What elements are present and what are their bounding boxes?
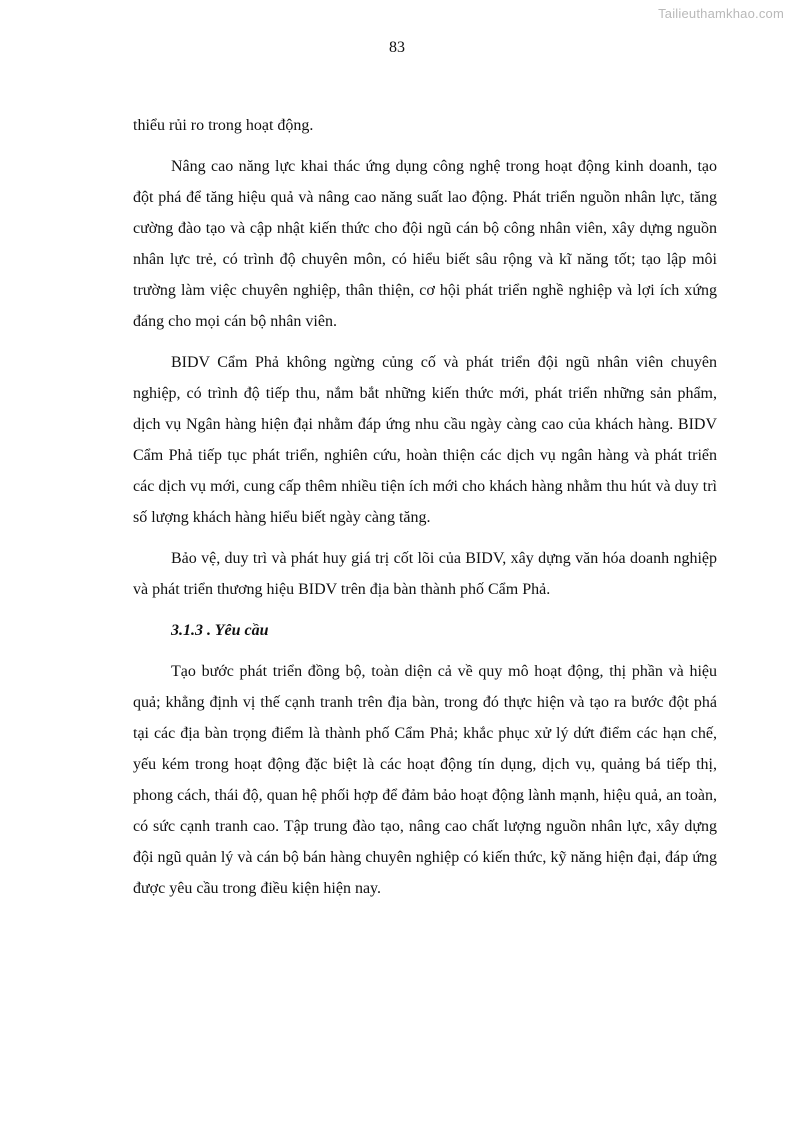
section-heading: 3.1.3 . Yêu cầu (171, 622, 269, 639)
paragraph-bidv-staff-services: BIDV Cẩm Phả không ngừng củng cố và phát triển đội ngũ nhân viên chuyên nghiệp, có trình độ tiếp thu, nắm bắt những kiến thức mới, phát triển những sản phẩm, dịch vụ Ngân hàng hiện đại nhằm đáp ứng nhu cầu ngày càng cao của khách hàng. BIDV Cẩm Phả tiếp tục phát triển, nghiên cứu, hoàn thiện các dịch vụ ngân hàng và phát triển các dịch vụ mới, cung cấp thêm nhiều tiện ích mới cho khách hàng nhằm thu hút và duy trì số lượng khách hàng hiểu biết ngày càng tăng. (133, 354, 717, 526)
paragraph-requirements: Tạo bước phát triển đồng bộ, toàn diện cả về quy mô hoạt động, thị phần và hiệu quả; khẳng định vị thế cạnh tranh trên địa bàn, trong đó thực hiện và tạo ra bước đột phá tại các địa bàn trọng điểm là thành phố Cẩm Phả; khắc phục xử lý dứt điểm các hạn chế, yếu kém trong hoạt động đặc biệt là các hoạt động tín dụng, dịch vụ, quảng bá tiếp thị, phong cách, thái độ, quan hệ phối hợp để đảm bảo hoạt động lành mạnh, hiệu quả, an toàn, có sức cạnh tranh cao. Tập trung đào tạo, nâng cao chất lượng nguồn nhân lực, xây dựng đội ngũ quản lý và cán bộ bán hàng chuyên nghiệp có kiến thức, kỹ năng hiện đại, đáp ứng được yêu cầu trong điều kiện hiện nay. (133, 663, 717, 897)
paragraph-brand-culture: Bảo vệ, duy trì và phát huy giá trị cốt lõi của BIDV, xây dựng văn hóa doanh nghiệp và phát triển thương hiệu BIDV trên địa bàn thành phố Cẩm Phả. (133, 550, 717, 598)
watermark: Tailieuthamkhao.com (658, 6, 784, 21)
paragraph-continuation: thiểu rủi ro trong hoạt động. (133, 117, 314, 134)
page-number: 83 (389, 39, 405, 56)
document-body (133, 110, 717, 914)
paragraph-technology-hr: Nâng cao năng lực khai thác ứng dụng công nghệ trong hoạt động kinh doanh, tạo đột phá để tăng hiệu quả và nâng cao năng suất lao động. Phát triển nguồn nhân lực, tăng cường đào tạo và cập nhật kiến thức cho đội ngũ cán bộ công nhân viên, xây dựng nguồn nhân lực trẻ, có trình độ chuyên môn, có hiểu biết sâu rộng và kĩ năng tốt; tạo lập môi trường làm việc chuyên nghiệp, thân thiện, cơ hội phát triển nghề nghiệp và lợi ích xứng đáng cho mọi cán bộ nhân viên. (133, 158, 717, 330)
